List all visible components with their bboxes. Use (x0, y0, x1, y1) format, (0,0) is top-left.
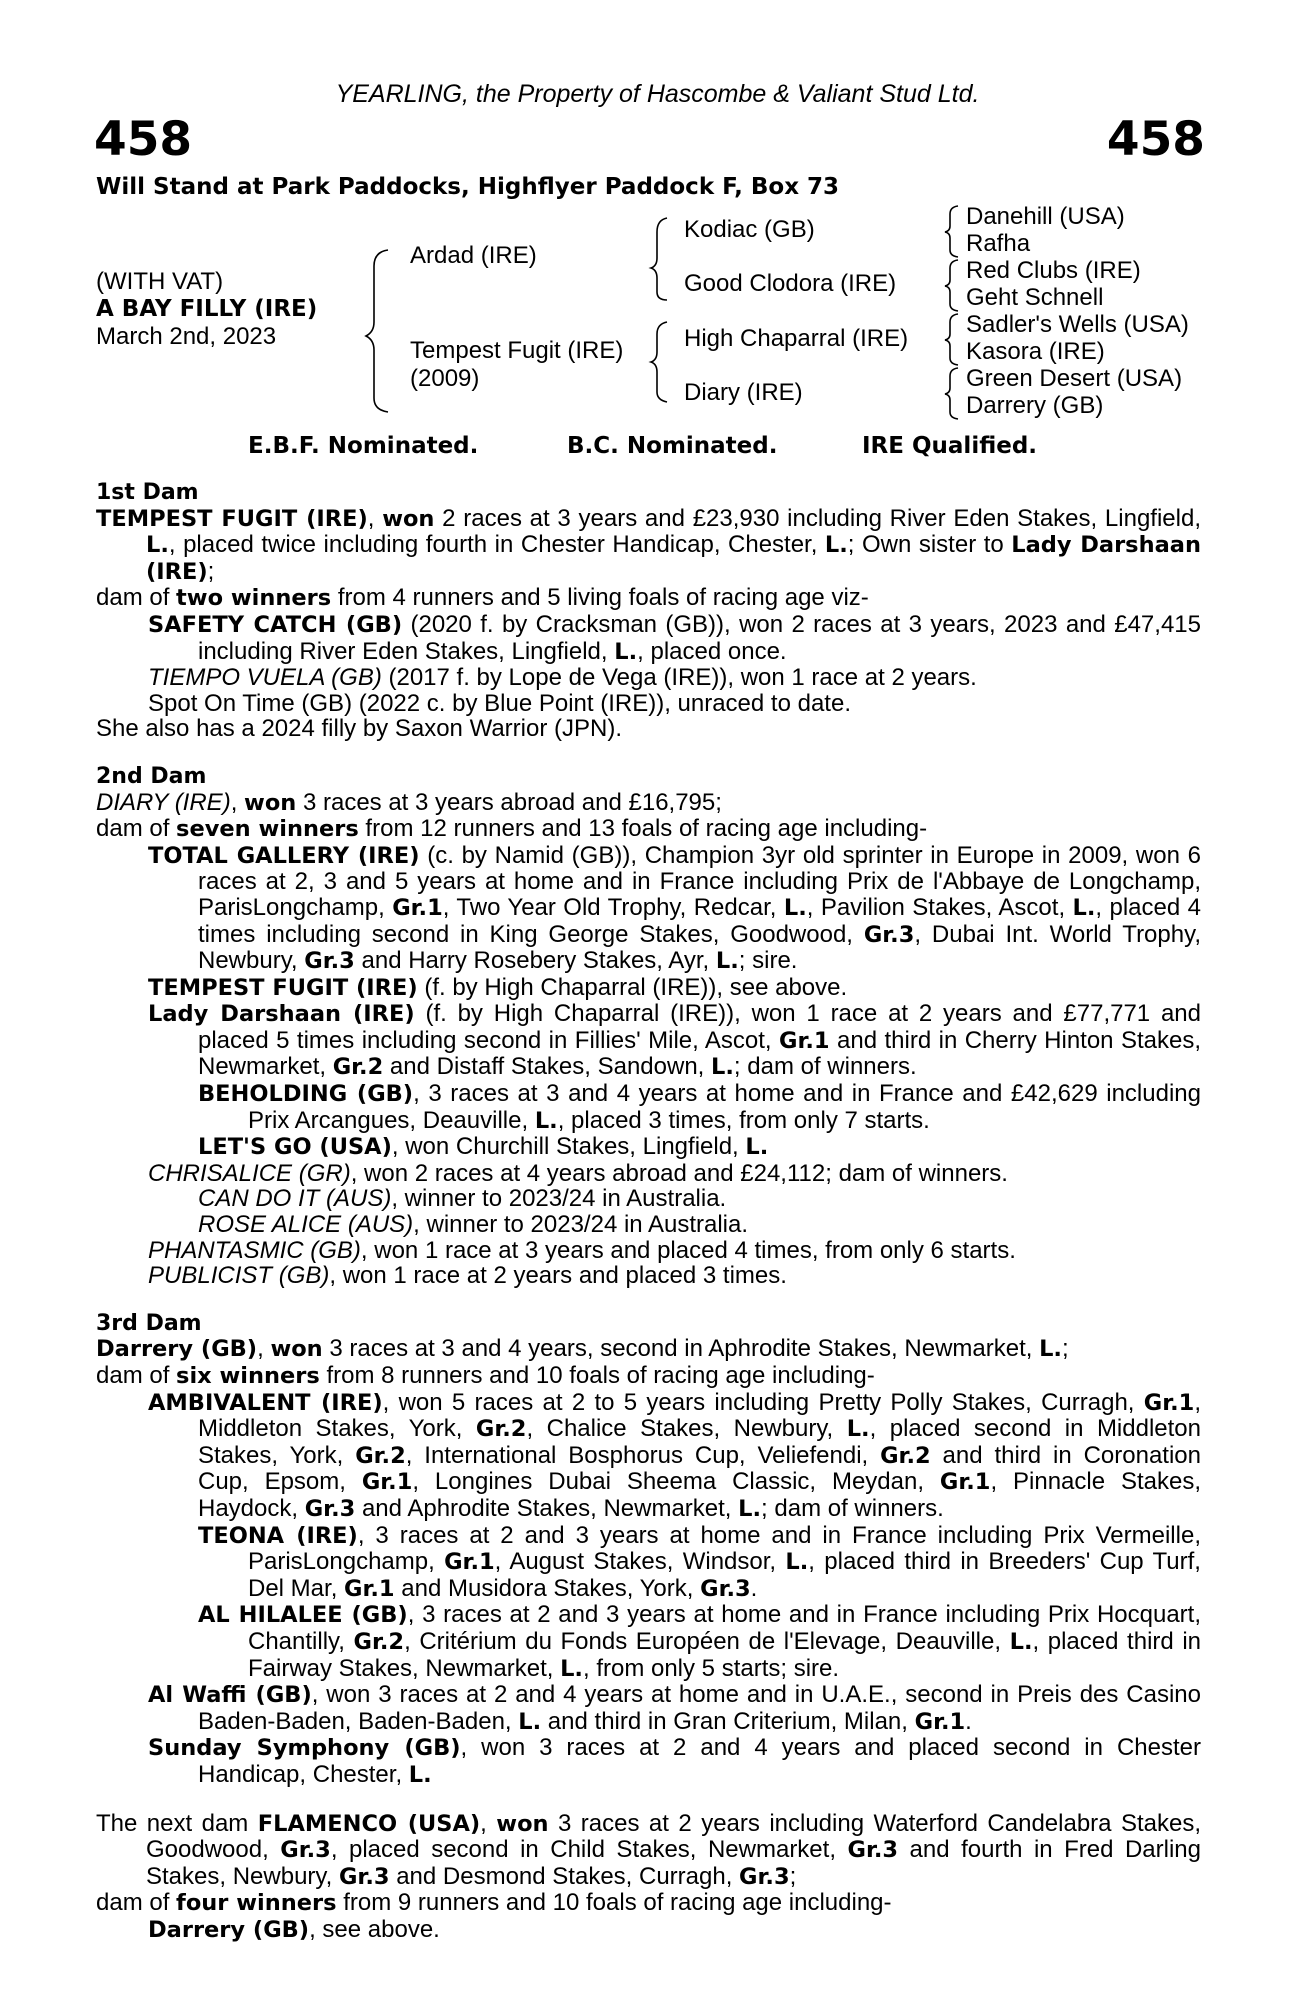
second-dam-heading: 2nd Dam (96, 763, 207, 789)
produce-lets-go: LET'S GO (USA), won Churchill Stakes, Lingfield, L. (198, 1133, 769, 1161)
page-heading: YEARLING, the Property of Hascombe & Valiant Stud Ltd. (335, 80, 980, 108)
dam-year: (2009) (410, 365, 480, 392)
produce-total-gallery: TOTAL GALLERY (IRE) (c. by Namid (GB)), Champion 3yr old sprinter in Europe in 2009, won 6 races at 2, 3 and 5 years at home and in France including Prix de l'Abbaye de Longchamp, ParisLongchamp, Gr.1, Two Year Old Trophy, Redcar, L., Pavilion Stakes, Ascot, L., placed 4 times including second in King George Stakes, Goodwood, Gr.3, Dubai Int. World Trophy, Newbury, Gr.3 and Harry Rosebery Stakes, Ayr, L.; sire. (148, 841, 1201, 975)
horse-dob: March 2nd, 2023 (96, 323, 277, 350)
produce-spot-on-time: Spot On Time (GB) (2022 c. by Blue Point (IRE)), unraced to date. (148, 689, 851, 717)
third-dam-entry: Darrery (GB), won 3 races at 3 and 4 years, second in Aphrodite Stakes, Newmarket, L.; (96, 1335, 1069, 1363)
vat-label: (WITH VAT) (96, 268, 224, 295)
horse-name: A BAY FILLY (IRE) (96, 296, 318, 322)
first-dam-heading: 1st Dam (96, 480, 199, 505)
produce-teona: TEONA (IRE), 3 races at 2 and 3 years at home and in France including Prix Vermeille, ParisLongchamp, Gr.1, August Stakes, Windsor, L., placed third in Breeders' Cup Turf, Del Mar, Gr.1 and Musidora Stakes, York, Gr.3. (198, 1521, 1201, 1602)
produce-safety-catch: SAFETY CATCH (GB) (2020 f. by Cracksman (GB)), won 2 races at 3 years, 2023 and £47,415 including River Eden Stakes, Lingfield, L., placed once. (148, 610, 1201, 665)
location-line: Will Stand at Park Paddocks, Highflyer Paddock F, Box 73 (96, 174, 840, 200)
produce-al-waffi: Al Waffi (GB), won 3 races at 2 and 4 years at home and in U.A.E., second in Preis des Casino Baden-Baden, Baden-Baden, L. and third in Gran Criterium, Milan, Gr.1. (148, 1681, 1201, 1735)
granddam-3: Kasora (IRE) (966, 338, 1105, 365)
sire-dam: Good Clodora (IRE) (684, 270, 897, 297)
third-dam-produce-intro: dam of six winners from 8 runners and 10 foals of racing age including- (96, 1362, 875, 1389)
produce-phantasmic: PHANTASMIC (GB), won 1 race at 3 years and placed 4 times, from only 6 starts. (148, 1236, 1016, 1264)
grandsire-4: Green Desert (USA) (966, 365, 1183, 392)
sire-name: Ardad (IRE) (410, 242, 537, 269)
produce-rose-alice: ROSE ALICE (AUS), winner to 2023/24 in Australia. (198, 1211, 749, 1239)
bc-nomination: B.C. Nominated. (567, 433, 778, 459)
first-dam-entry: TEMPEST FUGIT (IRE), won 2 races at 3 years and £23,930 including River Eden Stakes, Lingfield, L., placed twice including fourth in Chester Handicap, Chester, L.; Own sister to Lady Darshaan (IRE); (96, 504, 1201, 585)
ebf-nomination: E.B.F. Nominated. (248, 433, 479, 459)
granddam-4: Darrery (GB) (966, 392, 1104, 419)
dam-dam: Diary (IRE) (684, 379, 803, 406)
produce-can-do-it: CAN DO IT (AUS), winner to 2023/24 in Australia. (198, 1185, 727, 1213)
grandsire-2: Red Clubs (IRE) (966, 257, 1141, 284)
produce-ambivalent: AMBIVALENT (IRE), won 5 races at 2 to 5 years including Pretty Polly Stakes, Curragh, Gr.1, Middleton Stakes, York, Gr.2, Chalice Stakes, Newbury, L., placed second in Middleton Stakes, York, Gr.2, International Bosphorus Cup, Veliefendi, Gr.2 and third in Coronation Cup, Epsom, Gr.1, Longines Dubai Sheema Classic, Meydan, Gr.1, Pinnacle Stakes, Haydock, Gr.3 and Aphrodite Stakes, Newmarket, L.; dam of winners. (148, 1388, 1202, 1522)
grandsire-3: Sadler's Wells (USA) (966, 311, 1189, 338)
catalogue-body (96, 480, 1201, 1943)
ire-qualified: IRE Qualified. (862, 433, 1038, 459)
produce-2024-filly: She also has a 2024 filly by Saxon Warrior (JPN). (96, 715, 622, 743)
dam-name: Tempest Fugit (IRE) (410, 337, 624, 364)
second-dam-entry: DIARY (IRE), won 3 races at 3 years abroad and £16,795; (96, 788, 722, 816)
grandsire-1: Danehill (USA) (966, 203, 1125, 230)
produce-sunday-symphony: Sunday Symphony (GB), won 3 races at 2 and 4 years and placed second in Chester Handicap, Chester, L. (148, 1734, 1201, 1788)
next-dam-entry: The next dam FLAMENCO (USA), won 3 races at 2 years including Waterford Candelabra Stakes, Goodwood, Gr.3, placed second in Child Stakes, Newmarket, Gr.3 and fourth in Fred Darling Stakes, Newbury, Gr.3 and Desmond Stakes, Curragh, Gr.3; (96, 1809, 1202, 1890)
produce-lady-darshaan: Lady Darshaan (IRE) (f. by High Chaparral (IRE)), won 1 race at 2 years and £77,771 and placed 5 times including second in Fillies' Mile, Ascot, Gr.1 and third in Cherry Hinton Stakes, Newmarket, Gr.2 and Distaff Stakes, Sandown, L.; dam of winners. (148, 1000, 1202, 1081)
produce-publicist: PUBLICIST (GB), won 1 race at 2 years and placed 3 times. (148, 1262, 787, 1290)
first-dam-produce-intro: dam of two winners from 4 runners and 5 living foals of racing age viz- (96, 584, 869, 612)
next-dam-produce-intro: dam of four winners from 9 runners and 10 foals of racing age including- (96, 1889, 892, 1917)
produce-tiempo-vuela: TIEMPO VUELA (GB) (2017 f. by Lope de Vega (IRE)), won 1 race at 2 years. (148, 664, 977, 692)
produce-chrisalice: CHRISALICE (GR), won 2 races at 4 years abroad and £24,112; dam of winners. (148, 1159, 1008, 1187)
dam-sire: High Chaparral (IRE) (684, 325, 909, 352)
granddam-1: Rafha (966, 230, 1031, 257)
produce-al-hilalee: AL HILALEE (GB), 3 races at 2 and 3 years at home and in France including Prix Hocquart, Chantilly, Gr.2, Critérium du Fonds Européen de l'Elevage, Deauville, L., placed third in Fairway Stakes, Newmarket, L., from only 5 starts; sire. (198, 1601, 1202, 1682)
second-dam-produce-intro: dam of seven winners from 12 runners and 13 foals of racing age including- (96, 815, 928, 843)
granddam-2: Geht Schnell (966, 284, 1104, 311)
sire-sire: Kodiac (GB) (684, 216, 815, 243)
produce-beholding: BEHOLDING (GB), 3 races at 3 and 4 years at home and in France and £42,629 including Prix Arcangues, Deauville, L., placed 3 times, from only 7 starts. (198, 1080, 1201, 1134)
lot-number-right: 458 (1106, 112, 1205, 167)
third-dam-heading: 3rd Dam (96, 1310, 202, 1336)
lot-number-left: 458 (94, 112, 193, 167)
produce-tempest-fugit: TEMPEST FUGIT (IRE) (f. by High Chaparral (IRE)), see above. (148, 973, 848, 1001)
produce-darrery: Darrery (GB), see above. (148, 1915, 440, 1943)
